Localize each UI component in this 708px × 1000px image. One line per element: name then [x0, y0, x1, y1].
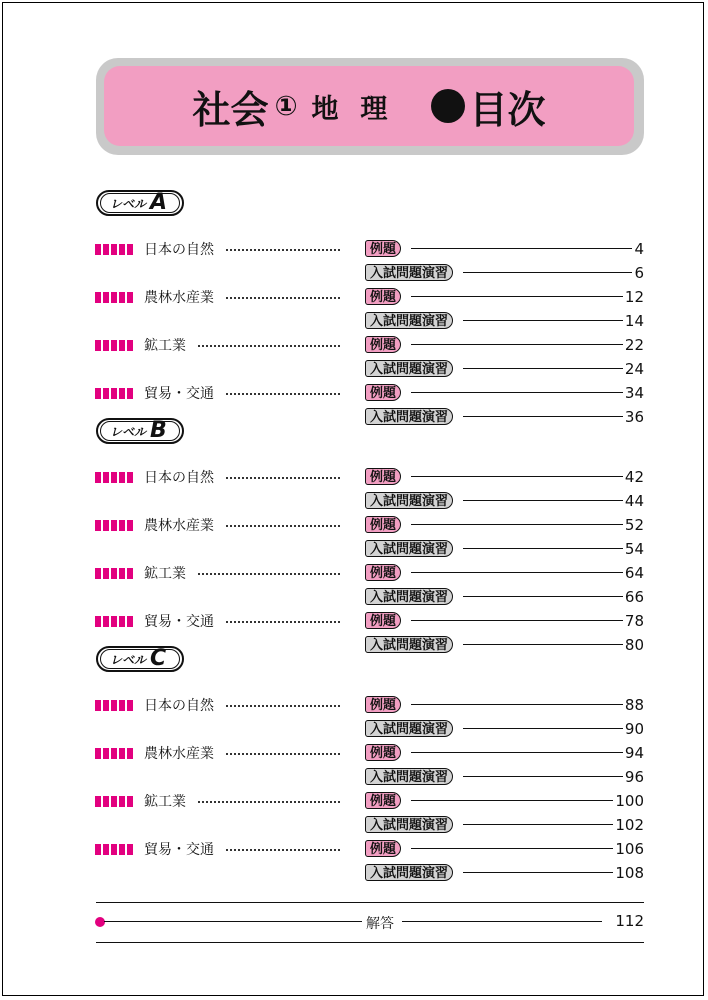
answer-leader-left	[104, 921, 362, 922]
topic-name: 日本の自然	[144, 698, 214, 714]
entry-leader-line	[411, 344, 623, 345]
exam-practice-tab[interactable]: 入試問題演習	[365, 816, 453, 833]
exam-practice-entry[interactable]	[365, 264, 644, 282]
exam-practice-entry[interactable]	[365, 816, 644, 834]
title-toc: 目次	[469, 87, 546, 132]
entry-leader-line	[411, 392, 623, 393]
page-number: 88	[624, 696, 644, 714]
example-entry[interactable]	[365, 792, 644, 810]
entry-leader-line	[411, 620, 623, 621]
answer-page-number: 112	[615, 912, 644, 930]
topic-dotted-leader	[226, 297, 340, 299]
page-number: 4	[634, 240, 644, 258]
exam-practice-entry[interactable]	[365, 312, 644, 330]
topic-heading	[95, 288, 345, 306]
topic-heading	[95, 840, 345, 858]
example-entry[interactable]	[365, 468, 644, 486]
level-letter: B	[150, 418, 167, 443]
entry-leader-line	[411, 476, 623, 477]
entry-leader-line	[463, 728, 623, 729]
example-tab[interactable]: 例題	[365, 744, 401, 761]
bullet-icon	[431, 89, 465, 123]
topic-heading	[95, 696, 345, 714]
title-subject: 地理	[311, 93, 410, 125]
example-tab[interactable]: 例題	[365, 840, 401, 857]
topic-heading	[95, 744, 345, 762]
example-tab[interactable]: 例題	[365, 336, 401, 353]
topic-dotted-leader	[226, 621, 340, 623]
entry-leader-line	[411, 572, 623, 573]
example-entry[interactable]	[365, 288, 644, 306]
exam-practice-tab[interactable]: 入試問題演習	[365, 540, 453, 557]
exam-practice-entry[interactable]	[365, 864, 644, 882]
page-number: 12	[624, 288, 644, 306]
example-tab[interactable]: 例題	[365, 240, 401, 257]
page-number: 64	[624, 564, 644, 582]
page-number: 78	[624, 612, 644, 630]
topic-marker-icon	[95, 292, 133, 303]
topic-dotted-leader	[198, 573, 340, 575]
topic-dotted-leader	[226, 393, 340, 395]
topic-name: 農林水産業	[144, 518, 214, 534]
exam-practice-entry[interactable]	[365, 636, 644, 654]
topic-name: 鉱工業	[144, 338, 186, 354]
page-number: 36	[624, 408, 644, 426]
topic-marker-icon	[95, 796, 133, 807]
page-number: 108	[615, 864, 644, 882]
entry-leader-line	[411, 296, 623, 297]
example-tab[interactable]: 例題	[365, 792, 401, 809]
page-number: 66	[624, 588, 644, 606]
divider-top	[96, 902, 644, 903]
topic-heading	[95, 384, 345, 402]
page-number: 90	[624, 720, 644, 738]
topic-heading	[95, 564, 345, 582]
exam-practice-tab[interactable]: 入試問題演習	[365, 636, 453, 653]
topic-marker-icon	[95, 700, 133, 711]
page-number: 94	[624, 744, 644, 762]
page-number: 100	[615, 792, 644, 810]
entry-leader-line	[463, 320, 623, 321]
title-banner	[104, 66, 634, 146]
topic-name: 農林水産業	[144, 290, 214, 306]
title-number: ①	[274, 90, 298, 122]
topic-name: 貿易・交通	[144, 842, 214, 858]
topic-dotted-leader	[226, 705, 340, 707]
exam-practice-tab[interactable]: 入試問題演習	[365, 768, 453, 785]
exam-practice-tab[interactable]: 入試問題演習	[365, 264, 453, 281]
topic-marker-icon	[95, 472, 133, 483]
level-label: レベル	[110, 653, 147, 667]
entry-leader-line	[463, 776, 623, 777]
exam-practice-tab[interactable]: 入試問題演習	[365, 360, 453, 377]
exam-practice-tab[interactable]: 入試問題演習	[365, 588, 453, 605]
topic-marker-icon	[95, 340, 133, 351]
topic-dotted-leader	[226, 753, 340, 755]
answer-bullet-icon	[95, 917, 105, 927]
entry-leader-line	[463, 368, 623, 369]
topic-name: 鉱工業	[144, 566, 186, 582]
topic-heading	[95, 468, 345, 486]
example-entry[interactable]	[365, 612, 644, 630]
exam-practice-entry[interactable]	[365, 360, 644, 378]
example-tab[interactable]: 例題	[365, 384, 401, 401]
level-letter: A	[150, 190, 168, 215]
topic-name: 貿易・交通	[144, 386, 214, 402]
example-tab[interactable]: 例題	[365, 696, 401, 713]
page-number: 22	[624, 336, 644, 354]
page-number: 102	[615, 816, 644, 834]
page-number: 42	[624, 468, 644, 486]
level-badge	[96, 646, 186, 674]
entry-leader-line	[463, 644, 623, 645]
topic-marker-icon	[95, 388, 133, 399]
entry-leader-line	[463, 824, 613, 825]
topic-dotted-leader	[226, 477, 340, 479]
topic-marker-icon	[95, 520, 133, 531]
topic-name: 日本の自然	[144, 242, 214, 258]
level-badge	[96, 190, 186, 218]
entry-leader-line	[463, 500, 623, 501]
divider-bottom	[96, 942, 644, 943]
exam-practice-tab[interactable]: 入試問題演習	[365, 720, 453, 737]
topic-name: 農林水産業	[144, 746, 214, 762]
entry-leader-line	[463, 548, 623, 549]
exam-practice-tab[interactable]: 入試問題演習	[365, 312, 453, 329]
entry-leader-line	[411, 248, 632, 249]
topic-name: 鉱工業	[144, 794, 186, 810]
exam-practice-entry[interactable]	[365, 492, 644, 510]
topic-heading	[95, 336, 345, 354]
topic-heading	[95, 516, 345, 534]
exam-practice-entry[interactable]	[365, 588, 644, 606]
page-number: 44	[624, 492, 644, 510]
entry-leader-line	[411, 800, 613, 801]
entry-leader-line	[411, 704, 623, 705]
page-number: 14	[624, 312, 644, 330]
example-entry[interactable]	[365, 696, 644, 714]
page-number: 80	[624, 636, 644, 654]
entry-leader-line	[411, 524, 623, 525]
topic-dotted-leader	[226, 525, 340, 527]
exam-practice-entry[interactable]	[365, 408, 644, 426]
example-tab[interactable]: 例題	[365, 564, 401, 581]
exam-practice-tab[interactable]: 入試問題演習	[365, 408, 453, 425]
topic-marker-icon	[95, 568, 133, 579]
entry-leader-line	[463, 416, 623, 417]
entry-leader-line	[463, 872, 613, 873]
page-number: 96	[624, 768, 644, 786]
exam-practice-entry[interactable]	[365, 720, 644, 738]
topic-marker-icon	[95, 748, 133, 759]
answer-label[interactable]: 解答	[366, 916, 394, 932]
page-number: 106	[615, 840, 644, 858]
level-letter: C	[150, 646, 167, 671]
entry-leader-line	[411, 848, 613, 849]
topic-heading	[95, 612, 345, 630]
example-tab[interactable]: 例題	[365, 516, 401, 533]
level-label: レベル	[110, 425, 147, 439]
example-tab[interactable]: 例題	[365, 612, 401, 629]
example-tab[interactable]: 例題	[365, 468, 401, 485]
topic-heading	[95, 792, 345, 810]
topic-dotted-leader	[198, 345, 340, 347]
example-entry[interactable]	[365, 744, 644, 762]
example-entry[interactable]	[365, 336, 644, 354]
example-entry[interactable]	[365, 240, 644, 258]
example-tab[interactable]: 例題	[365, 288, 401, 305]
topic-marker-icon	[95, 844, 133, 855]
example-entry[interactable]	[365, 840, 644, 858]
example-entry[interactable]	[365, 384, 644, 402]
entry-leader-line	[411, 752, 623, 753]
topic-marker-icon	[95, 616, 133, 627]
entry-leader-line	[463, 272, 632, 273]
topic-name: 貿易・交通	[144, 614, 214, 630]
example-entry[interactable]	[365, 516, 644, 534]
entry-leader-line	[463, 596, 623, 597]
exam-practice-entry[interactable]	[365, 540, 644, 558]
page-number: 34	[624, 384, 644, 402]
topic-marker-icon	[95, 244, 133, 255]
page-number: 24	[624, 360, 644, 378]
level-badge	[96, 418, 186, 446]
topic-name: 日本の自然	[144, 470, 214, 486]
exam-practice-entry[interactable]	[365, 768, 644, 786]
exam-practice-tab[interactable]: 入試問題演習	[365, 864, 453, 881]
page-number: 54	[624, 540, 644, 558]
example-entry[interactable]	[365, 564, 644, 582]
answer-leader-right	[402, 921, 602, 922]
title-main: 社会	[192, 87, 269, 132]
page-number: 52	[624, 516, 644, 534]
topic-dotted-leader	[226, 849, 340, 851]
topic-dotted-leader	[198, 801, 340, 803]
level-label: レベル	[110, 197, 147, 211]
topic-heading	[95, 240, 345, 258]
page-number: 6	[634, 264, 644, 282]
exam-practice-tab[interactable]: 入試問題演習	[365, 492, 453, 509]
topic-dotted-leader	[226, 249, 340, 251]
